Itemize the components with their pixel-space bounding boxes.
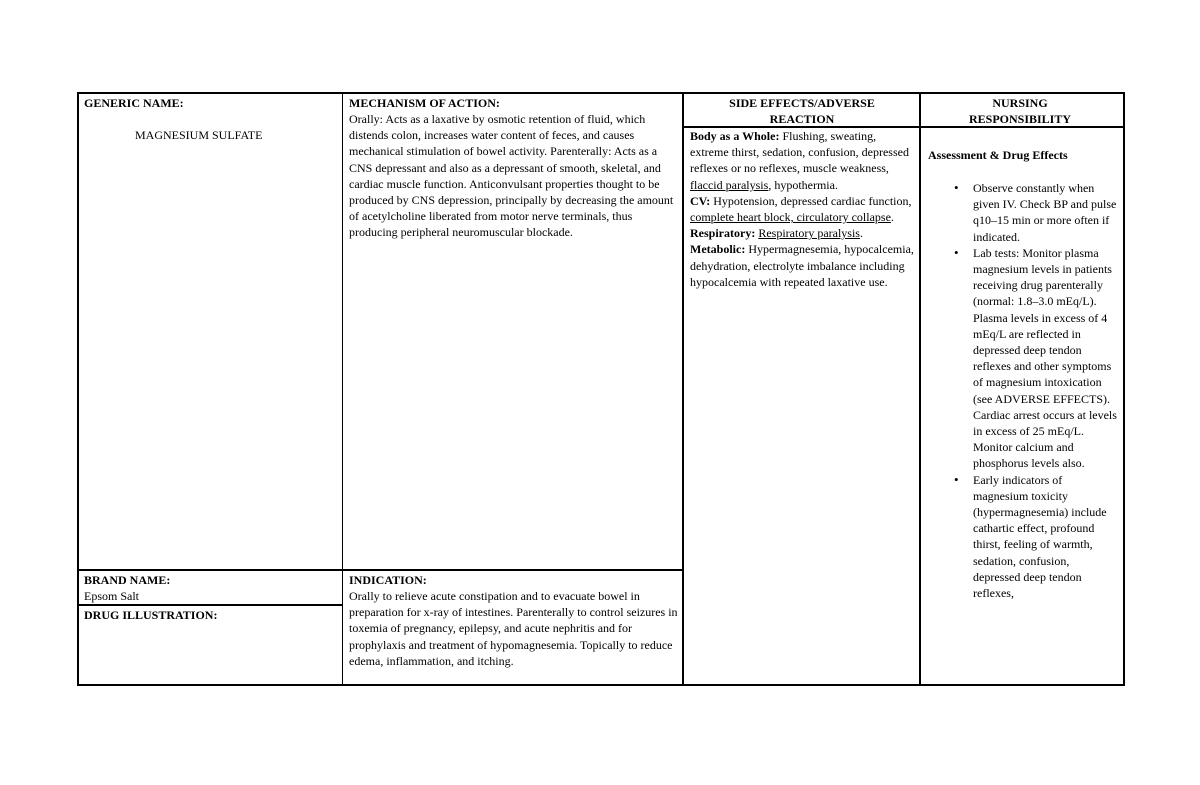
cv-link: complete heart block, circulatory collapse — [690, 210, 891, 225]
respiratory-end: . — [859, 226, 863, 241]
brand-name-value: Epsom Salt — [84, 589, 140, 603]
respiratory-link: Respiratory paralysis — [758, 226, 860, 241]
body-text: Flushing, sweating, extreme thirst, sedation, confusion, depressed reflexes or no reflexes, muscle weakness, — [690, 129, 909, 176]
column-divider — [919, 92, 921, 686]
side-effects-text — [690, 128, 916, 290]
row-divider — [77, 569, 683, 571]
cv-end: . — [890, 210, 894, 225]
brand-name-label: BRAND NAME: — [84, 573, 171, 587]
body-text-end: , hypothermia. — [768, 177, 838, 192]
list-item: • Observe constantly when given IV. Check BP and pulse q10–15 min or more often if indicated. — [927, 180, 1119, 245]
cv-label: CV: — [690, 193, 711, 208]
indication-label: INDICATION: — [349, 573, 427, 587]
generic-name-value: MAGNESIUM SULFATE — [135, 128, 263, 142]
flaccid-paralysis-link: flaccid paralysis — [690, 177, 769, 192]
nursing-header: NURSING RESPONSIBILITY — [968, 96, 1072, 127]
mechanism-label: MECHANISM OF ACTION: — [349, 96, 500, 110]
drug-illustration-label: DRUG ILLUSTRATION: — [84, 608, 218, 622]
indication-text: Orally to relieve acute constipation and to evacuate bowel in preparation for x-ray of intestines. Parenterally to control seizures in toxemia of pregnancy, epilepsy, and acute nephritis and for prophylaxis and treatment of hypomagnesemia. Topically to reduce edema, inflammation, and itching. — [349, 589, 678, 668]
metabolic-label: Metabolic: — [690, 242, 746, 257]
nursing-list — [927, 180, 1119, 601]
side-effects-header: SIDE EFFECTS/ADVERSE REACTION — [729, 96, 875, 127]
row-divider — [77, 604, 343, 606]
generic-name-label: GENERIC NAME: — [84, 96, 184, 110]
cv-text: Hypotension, depressed cardiac function, — [710, 193, 912, 208]
mechanism-text: Orally: Acts as a laxative by osmotic retention of fluid, which distends colon, increases water content of feces, and causes mechanical stimulation of bowel activity. Parenterally: Acts as a CNS depressant and also as a depressant of smooth, skeletal, and cardiac muscle function. Anticonvulsant properties thought to be produced by CNS depression, principally by decreasing the amount of acetylcholine liberated from motor nerve terminals, thus producing peripheral neuromuscular blockade. — [349, 112, 674, 240]
body-as-whole-label: Body as a Whole: — [690, 129, 780, 143]
list-item: • Lab tests: Monitor plasma magnesium levels in patients receiving drug parenterally (normal: 1.8–3.0 mEq/L). Plasma levels in excess of 4 mEq/L are reflected in depressed deep tendon reflexes and other symptoms of magnesium intoxication (see ADVERSE EFFECTS). Cardiac arrest occurs at levels in excess of 25 mEq/L. Monitor calcium and phosphorus levels also. — [927, 245, 1119, 472]
respiratory-label: Respiratory: — [690, 226, 756, 241]
metabolic-text: Hypermagnesemia, hypocalcemia, dehydration, electrolyte imbalance including hypocalcemia with repeated laxative use. — [690, 242, 914, 289]
column-divider — [342, 92, 343, 686]
list-item: • Early indicators of magnesium toxicity (hypermagnesemia) include cathartic effect, profound thirst, feeling of warmth, sedation, confusion, depressed deep tendon reflexes, — [927, 472, 1119, 602]
column-divider — [682, 92, 684, 686]
assessment-heading: Assessment & Drug Effects — [928, 148, 1068, 162]
